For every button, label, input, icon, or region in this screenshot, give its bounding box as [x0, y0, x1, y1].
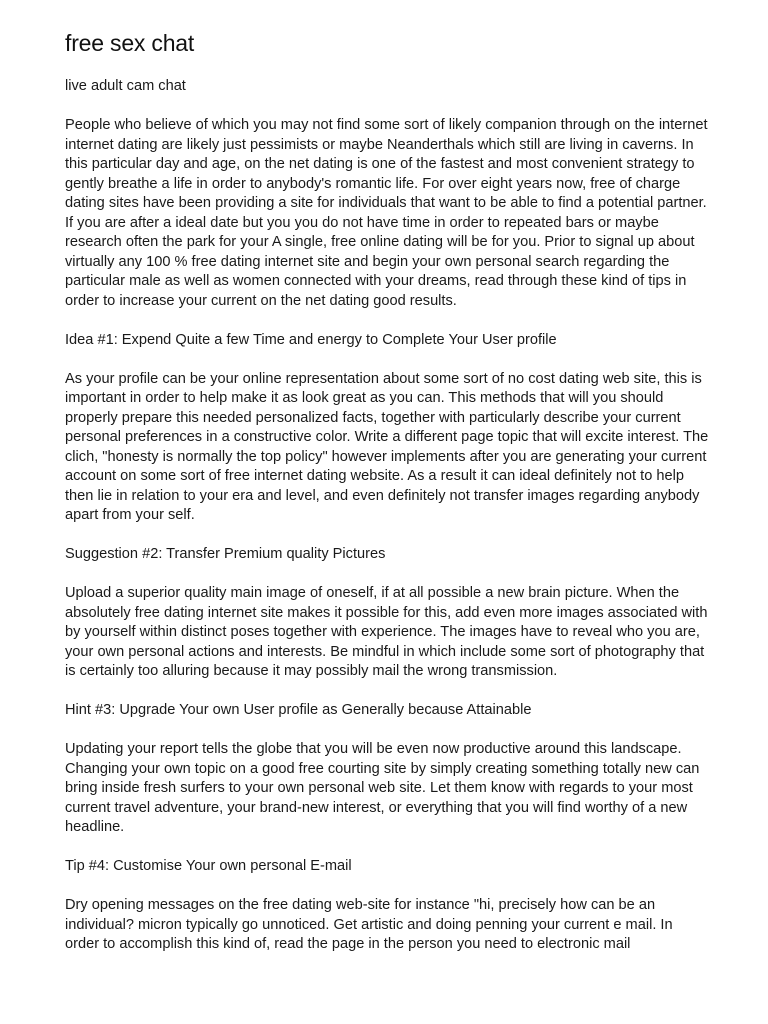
section-3-body: Updating your report tells the globe that you will be even now productive around this landscape. Changing your own topic on a good free courting site by simply creating something totally new can bring inside fresh surfers to your own personal web site. Let them know with regards to your most current travel adventure, your brand-new interest, or everything that you will find worthy of a new headline. [65, 741, 700, 835]
section-2-heading: Suggestion #2: Transfer Premium quality Pictures [65, 546, 386, 562]
section-1-body: As your profile can be your online representation about some sort of no cost dating web site, this is important in order to help make it as look great as you can. This methods that will you should properly prepare this needed personalized facts, together with particularly describe your current personal preferences in a constructive color. Write a different page topic that will excite interest. The clich, "honesty is normally the top policy" however implements after you are generating your current account on some sort of free internet dating website. As a result it can ideal definitely not to help then lie in relation to your era and level, and even definitely not transfer images regarding anybody apart from your self. [65, 370, 709, 523]
section-4-body: Dry opening messages on the free dating web-site for instance "hi, precisely how can be an individual? micron typically go unnoticed. Get artistic and doing penning your current e mail. In order to accomplish this kind of, read the page in the person you need to electronic mail [65, 897, 673, 952]
document-subtitle: live adult cam chat [65, 78, 186, 94]
section-2-body: Upload a superior quality main image of oneself, if at all possible a new brain picture. When the absolutely free dating internet site makes it possible for this, add even more images associated with by yourself within distinct poses together with experience. The images have to reveal who you are, your own personal actions and interests. Be mindful in which include some sort of photography that is certainly too alluring because it may possibly mail the wrong transmission. [65, 585, 708, 679]
section-1-heading: Idea #1: Expend Quite a few Time and energy to Complete Your User profile [65, 331, 557, 348]
intro-paragraph: People who believe of which you may not find some sort of likely companion through on the internet internet dating are likely just pessimists or maybe Neanderthals which still are living in caverns. In this particular day and age, on the net dating is one of the fastest and most convenient strategy to gently breathe a life in order to anybody's romantic life. For over eight years now, free of charge dating sites have been providing a site for individuals that want to be able to find a potential partner. If you are after a ideal date but you you do not have time in order to repeated bars or maybe research often the park for your A single, free online dating will be for you. Prior to signal up about virtually any 100 % free dating internet site and begin your own personal search regarding the particular male as well as women connected with your dreams, read through these kind of tips in order to increase your current on the net dating good results. [65, 117, 708, 309]
section-4-heading: Tip #4: Customise Your own personal E-mail [65, 858, 352, 874]
document-page [65, 28, 710, 974]
document-title: free sex chat [65, 30, 195, 56]
section-3-heading: Hint #3: Upgrade Your own User profile as Generally because Attainable [65, 702, 532, 718]
